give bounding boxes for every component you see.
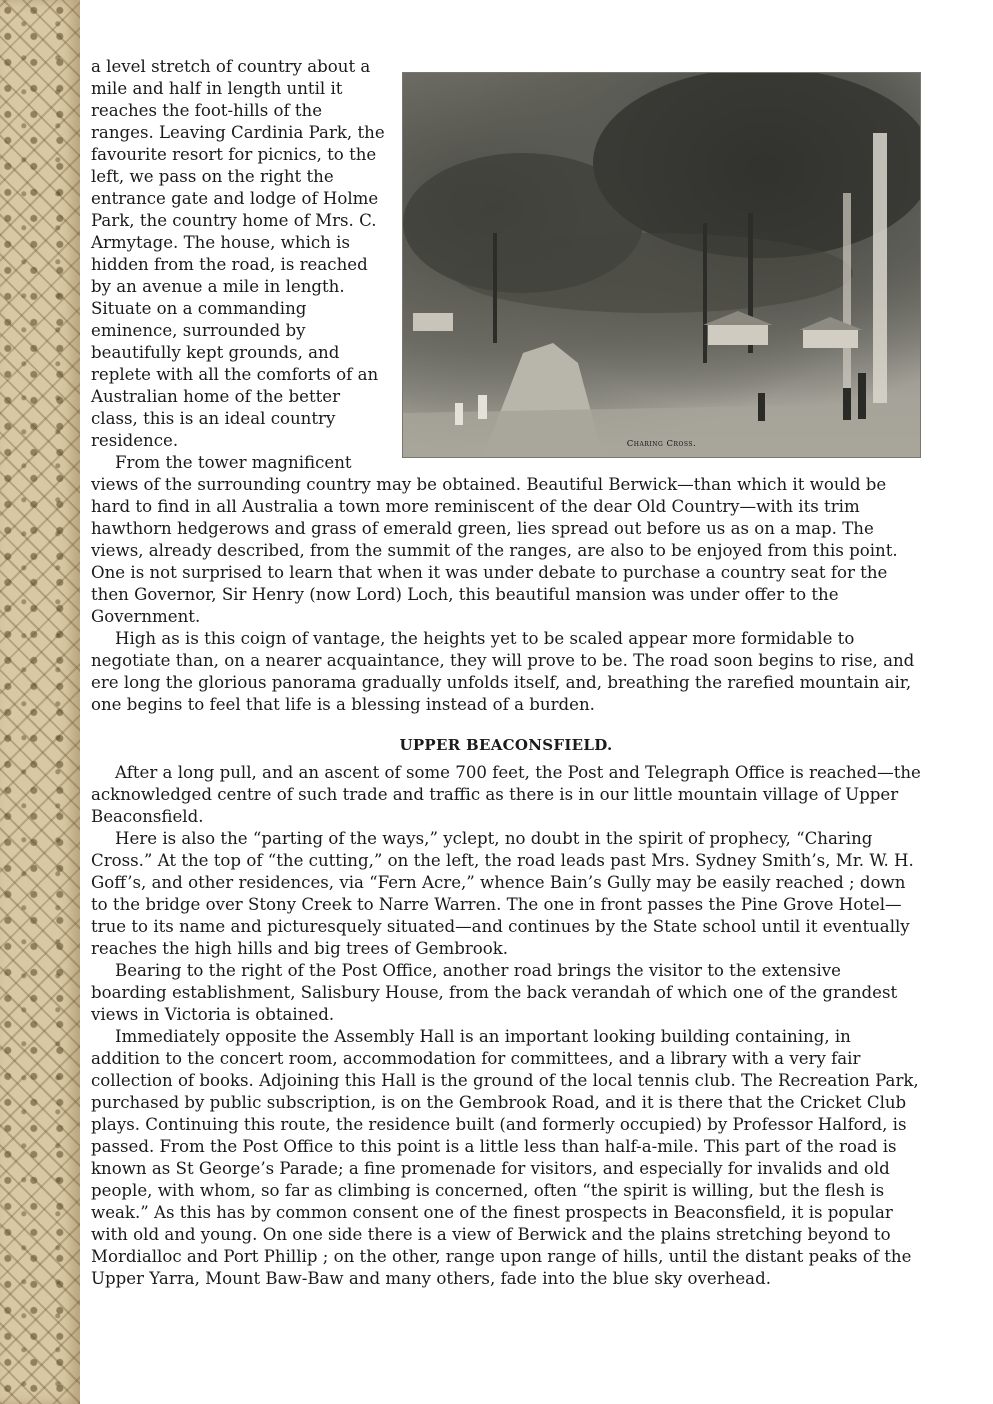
paragraph-2: From the tower magnificent views of the surrounding country may be obtained. Beautiful Berwick—than which it would be hard to find in all Australia a town more reminiscent of the dear Old Country—with its trim hawthorn hedgerows and grass of emerald green, lies spread out before us as on a map. The views, already described, from the summit of the ranges, are also to be enjoyed from this point. One is not surprised to learn that when it was under debate to purchase a country seat for the then Governor, Sir Henry (now Lord) Loch, this beautiful mansion was under offer to the Government. — [91, 453, 898, 626]
paragraph-4: After a long pull, and an ascent of some 700 feet, the Post and Telegraph Office is reached—the acknowledged centre of such trade and traffic as there is in our little mountain village of Upper Beaconsfield. — [91, 763, 921, 826]
paragraph-7: Immediately opposite the Assembly Hall is an important looking building containing, in addition to the concert room, accommodation for committees, and a library with a very fair collection of books. Adjoining this Hall is the ground of the local tennis club. The Recreation Park, purchased by public subscription, is on the Gembrook Road, and it is there that the Cricket Club plays. Continuing this route, the residence built (and formerly occupied) by Professor Halford, is passed. From the Post Office to this point is a little less than half-a-mile. This part of the road is known as St George’s Parade; a fine promenade for visitors, and especially for invalids and old people, with whom, so far as climbing is concerned, often “the spirit is willing, but the flesh is weak.” As this has by common consent one of the finest prospects in Beaconsfield, it is popular with old and young. On one side there is a view of Berwick and the plains stretching beyond to Mordialloc and Port Phillip ; on the other, range upon range of hills, until the distant peaks of the Upper Yarra, Mount Baw-Baw and many others, fade into the blue sky overhead. — [91, 1027, 919, 1288]
paragraph-3: High as is this coign of vantage, the heights yet to be scaled appear more formidable to negotiate than, on a nearer acquaintance, they will prove to be. The road soon begins to rise, and ere long the glorious panorama gradually unfolds itself, and, breathing the rarefied mountain air, one begins to feel that life is a blessing instead of a burden. — [91, 629, 915, 714]
decorative-vine-border — [0, 0, 80, 1404]
paragraph-5: Here is also the “parting of the ways,” yclept, no doubt in the spirit of prophecy, “Charing Cross.” At the top of “the cutting,” on the left, the road leads past Mrs. Sydney Smith’s, Mr. W. H. Goff’s, and other residences, via “Fern Acre,” whence Bain’s Gully may be easily reached ; down to the bridge over Stony Creek to Narre Warren. The one in front passes the Pine Grove Hotel—true to its name and picturesquely situated—and continues by the State school until it eventually reaches the high hills and big trees of Gembrook. — [91, 829, 914, 958]
photo-scene — [403, 73, 920, 457]
paragraph-1: a level stretch of country about a mile and half in length until it reaches the foot-hills of the ranges. Leaving Cardinia Park, the favourite resort for picnics, to the left, we pass on the right the entrance gate and lodge of Holme Park, the country home of Mrs. C. Armytage. The house, which is hidden from the road, is reached by an avenue a mile in length. Situate on a commanding eminence, surrounded by beautifully kept grounds, and replete with all the comforts of an Australian home of the better class, this is an ideal country residence. — [91, 57, 385, 450]
photo-caption: Charing Cross. — [626, 439, 697, 449]
page-body — [91, 56, 921, 1290]
section-heading: UPPER BEACONSFIELD. — [399, 736, 613, 754]
paragraph-6: Bearing to the right of the Post Office, another road brings the visitor to the extensive boarding establishment, Salisbury House, from the back verandah of which one of the grandest views in Victoria is obtained. — [91, 961, 898, 1024]
charing-cross-photograph — [402, 72, 921, 458]
